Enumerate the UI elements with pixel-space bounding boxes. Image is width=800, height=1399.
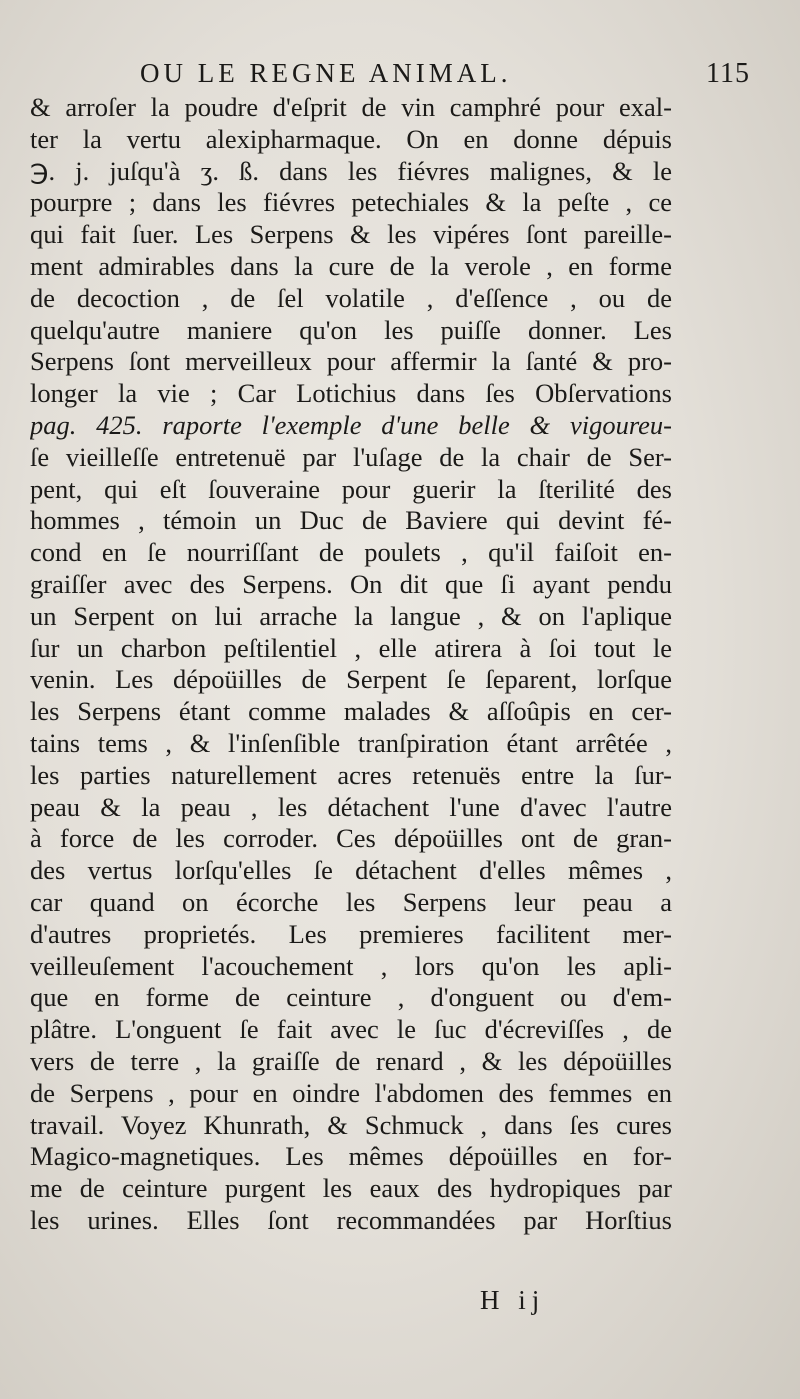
text-line: Magico-magnetiques. Les mêmes dépoüilles en for- <box>30 1141 672 1172</box>
text-line: un Serpent on lui arrache la langue , & on l'aplique <box>30 600 672 631</box>
text-line: pent, qui eſt ſouveraine pour guerir la ſterilité des <box>30 473 672 504</box>
text-line: ment admirables dans la cure de la verole , en forme <box>30 250 672 281</box>
body-text <box>30 92 672 1237</box>
text-line: à force de les corroder. Ces dépoüilles ont de gran- <box>30 823 672 854</box>
text-line: de decoction , de ſel volatile , d'eſſence , ou de <box>30 282 672 313</box>
text-line: hommes , témoin un Duc de Baviere qui devint fé- <box>30 505 672 536</box>
text-line: graiſſer avec des Serpens. On dit que ſi ayant pendu <box>30 568 672 599</box>
text-line: travail. Voyez Khunrath, & Schmuck , dans ſes cures <box>30 1109 672 1140</box>
text-line: vers de terre , la graiſſe de renard , & les dépoüilles <box>30 1045 672 1076</box>
text-line: cond en ſe nourriſſant de poulets , qu'il faiſoit en- <box>30 537 672 568</box>
text-line: les parties naturellement acres retenuës entre la ſur- <box>30 759 672 790</box>
text-line: veilleuſement l'acouchement , lors qu'on les apli- <box>30 950 672 981</box>
text-line: Serpens ſont merveilleux pour affermir la ſanté & pro- <box>30 346 672 377</box>
text-line: les urines. Elles ſont recommandées par Horſtius <box>30 1204 672 1235</box>
text-line: & arroſer la poudre d'eſprit de vin camphré pour exal- <box>30 92 672 122</box>
text-line: plâtre. L'onguent ſe fait avec le ſuc d'écreviſſes , de <box>30 1014 672 1045</box>
text-line: me de ceinture purgent les eaux des hydropiques par <box>30 1173 672 1204</box>
text-line: de Serpens , pour en oindre l'abdomen des femmes en <box>30 1077 672 1108</box>
text-line: car quand on écorche les Serpens leur peau a <box>30 886 672 917</box>
text-line: venin. Les dépoüilles de Serpent ſe ſeparent, lorſque <box>30 664 672 695</box>
running-head <box>30 58 750 92</box>
text-line: ſur un charbon peſtilentiel , elle atirera à ſoi tout le <box>30 632 672 663</box>
text-line: ℈. j. juſqu'à ʒ. ß. dans les fiévres malignes, & le <box>30 155 672 186</box>
text-line: qui fait ſuer. Les Serpens & les vipéres ſont pareille- <box>30 219 672 250</box>
text-line: les Serpens étant comme malades & aſſoûpis en cer- <box>30 696 672 727</box>
text-line: que en forme de ceinture , d'onguent ou d'em- <box>30 982 672 1013</box>
text-line: longer la vie ; Car Lotichius dans ſes Obſervations <box>30 378 672 409</box>
text-line: quelqu'autre maniere qu'on les puiſſe donner. Les <box>30 314 672 345</box>
page-number: 115 <box>706 58 750 89</box>
text-line: peau & la peau , les détachent l'une d'avec l'autre <box>30 791 672 822</box>
text-line: ſe vieilleſſe entretenuë par l'uſage de la chair de Ser- <box>30 441 672 472</box>
text-line: pourpre ; dans les fiévres petechiales & la peſte , ce <box>30 187 672 218</box>
running-title: OU LE REGNE ANIMAL. <box>140 58 512 88</box>
signature-mark: H ij <box>480 1285 546 1315</box>
text-line: pag. 425. raporte l'exemple d'une belle & vigoureu- <box>30 409 672 440</box>
text-line: d'autres proprietés. Les premieres facilitent mer- <box>30 918 672 949</box>
text-line: tains tems , & l'inſenſible tranſpiration étant arrêtée , <box>30 727 672 758</box>
text-line: des vertus lorſqu'elles ſe détachent d'elles mêmes , <box>30 855 672 886</box>
text-line: ter la vertu alexipharmaque. On en donne dépuis <box>30 123 672 154</box>
